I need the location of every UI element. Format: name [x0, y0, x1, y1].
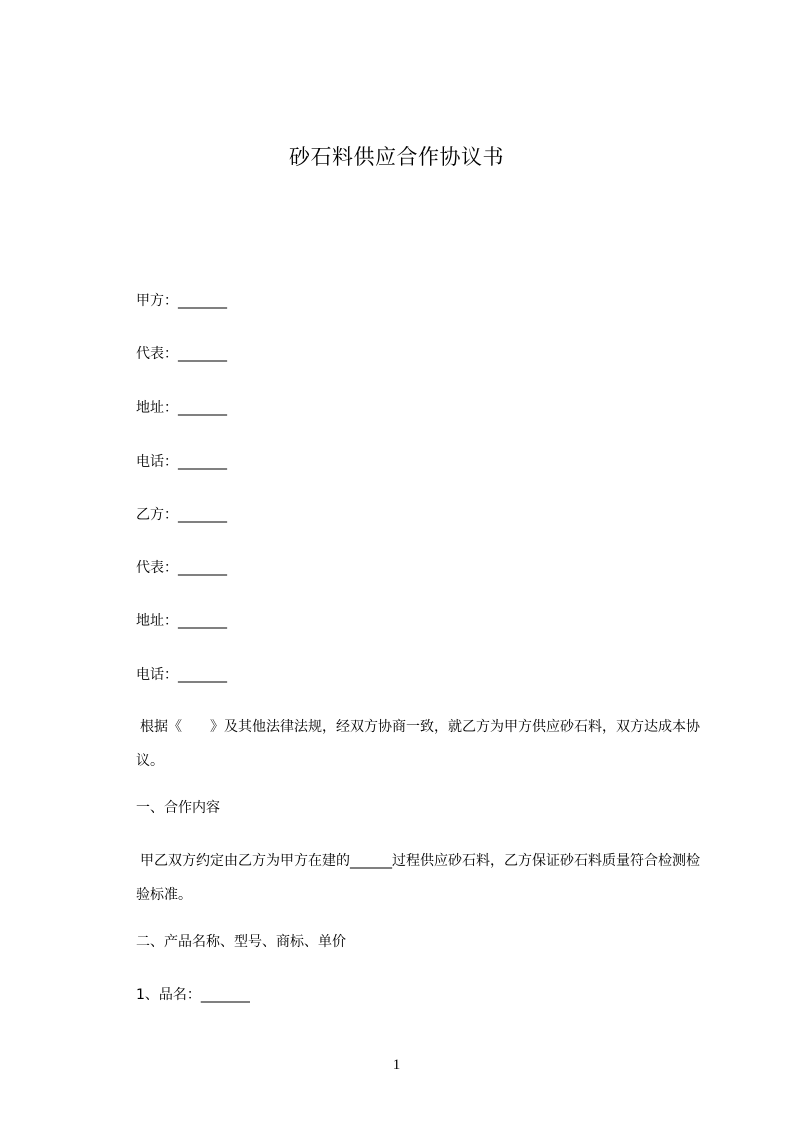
party-a-address-line: 地址：_______: [136, 400, 227, 416]
intro-paragraph: 根据《 》及其他法律法规，经双方协商一致，就乙方为甲方供应砂石料，双方达成本协议。: [136, 719, 700, 769]
party-a-phone-line: 电话：_______: [136, 454, 227, 470]
party-b-phone-line: 电话：_______: [136, 667, 227, 683]
party-b-representative-line: 代表：_______: [136, 560, 227, 576]
party-a-name-line: 甲方：_______: [136, 293, 227, 309]
item1-name-line: 1、品名：_______: [136, 987, 250, 1003]
document-title: 砂石料供应合作协议书: [289, 145, 504, 169]
section1-heading: 一、合作内容: [136, 800, 220, 816]
party-b-address-line: 地址：_______: [136, 613, 227, 629]
party-a-representative-line: 代表：_______: [136, 346, 227, 362]
page-number: 1: [392, 1057, 401, 1073]
party-b-name-line: 乙方：_______: [136, 507, 227, 523]
section2-heading: 二、产品名称、型号、商标、单价: [136, 934, 346, 950]
section1-paragraph: 甲乙双方约定由乙方为甲方在建的______过程供应砂石料，乙方保证砂石料质量符合检测检验标准。: [136, 853, 700, 903]
